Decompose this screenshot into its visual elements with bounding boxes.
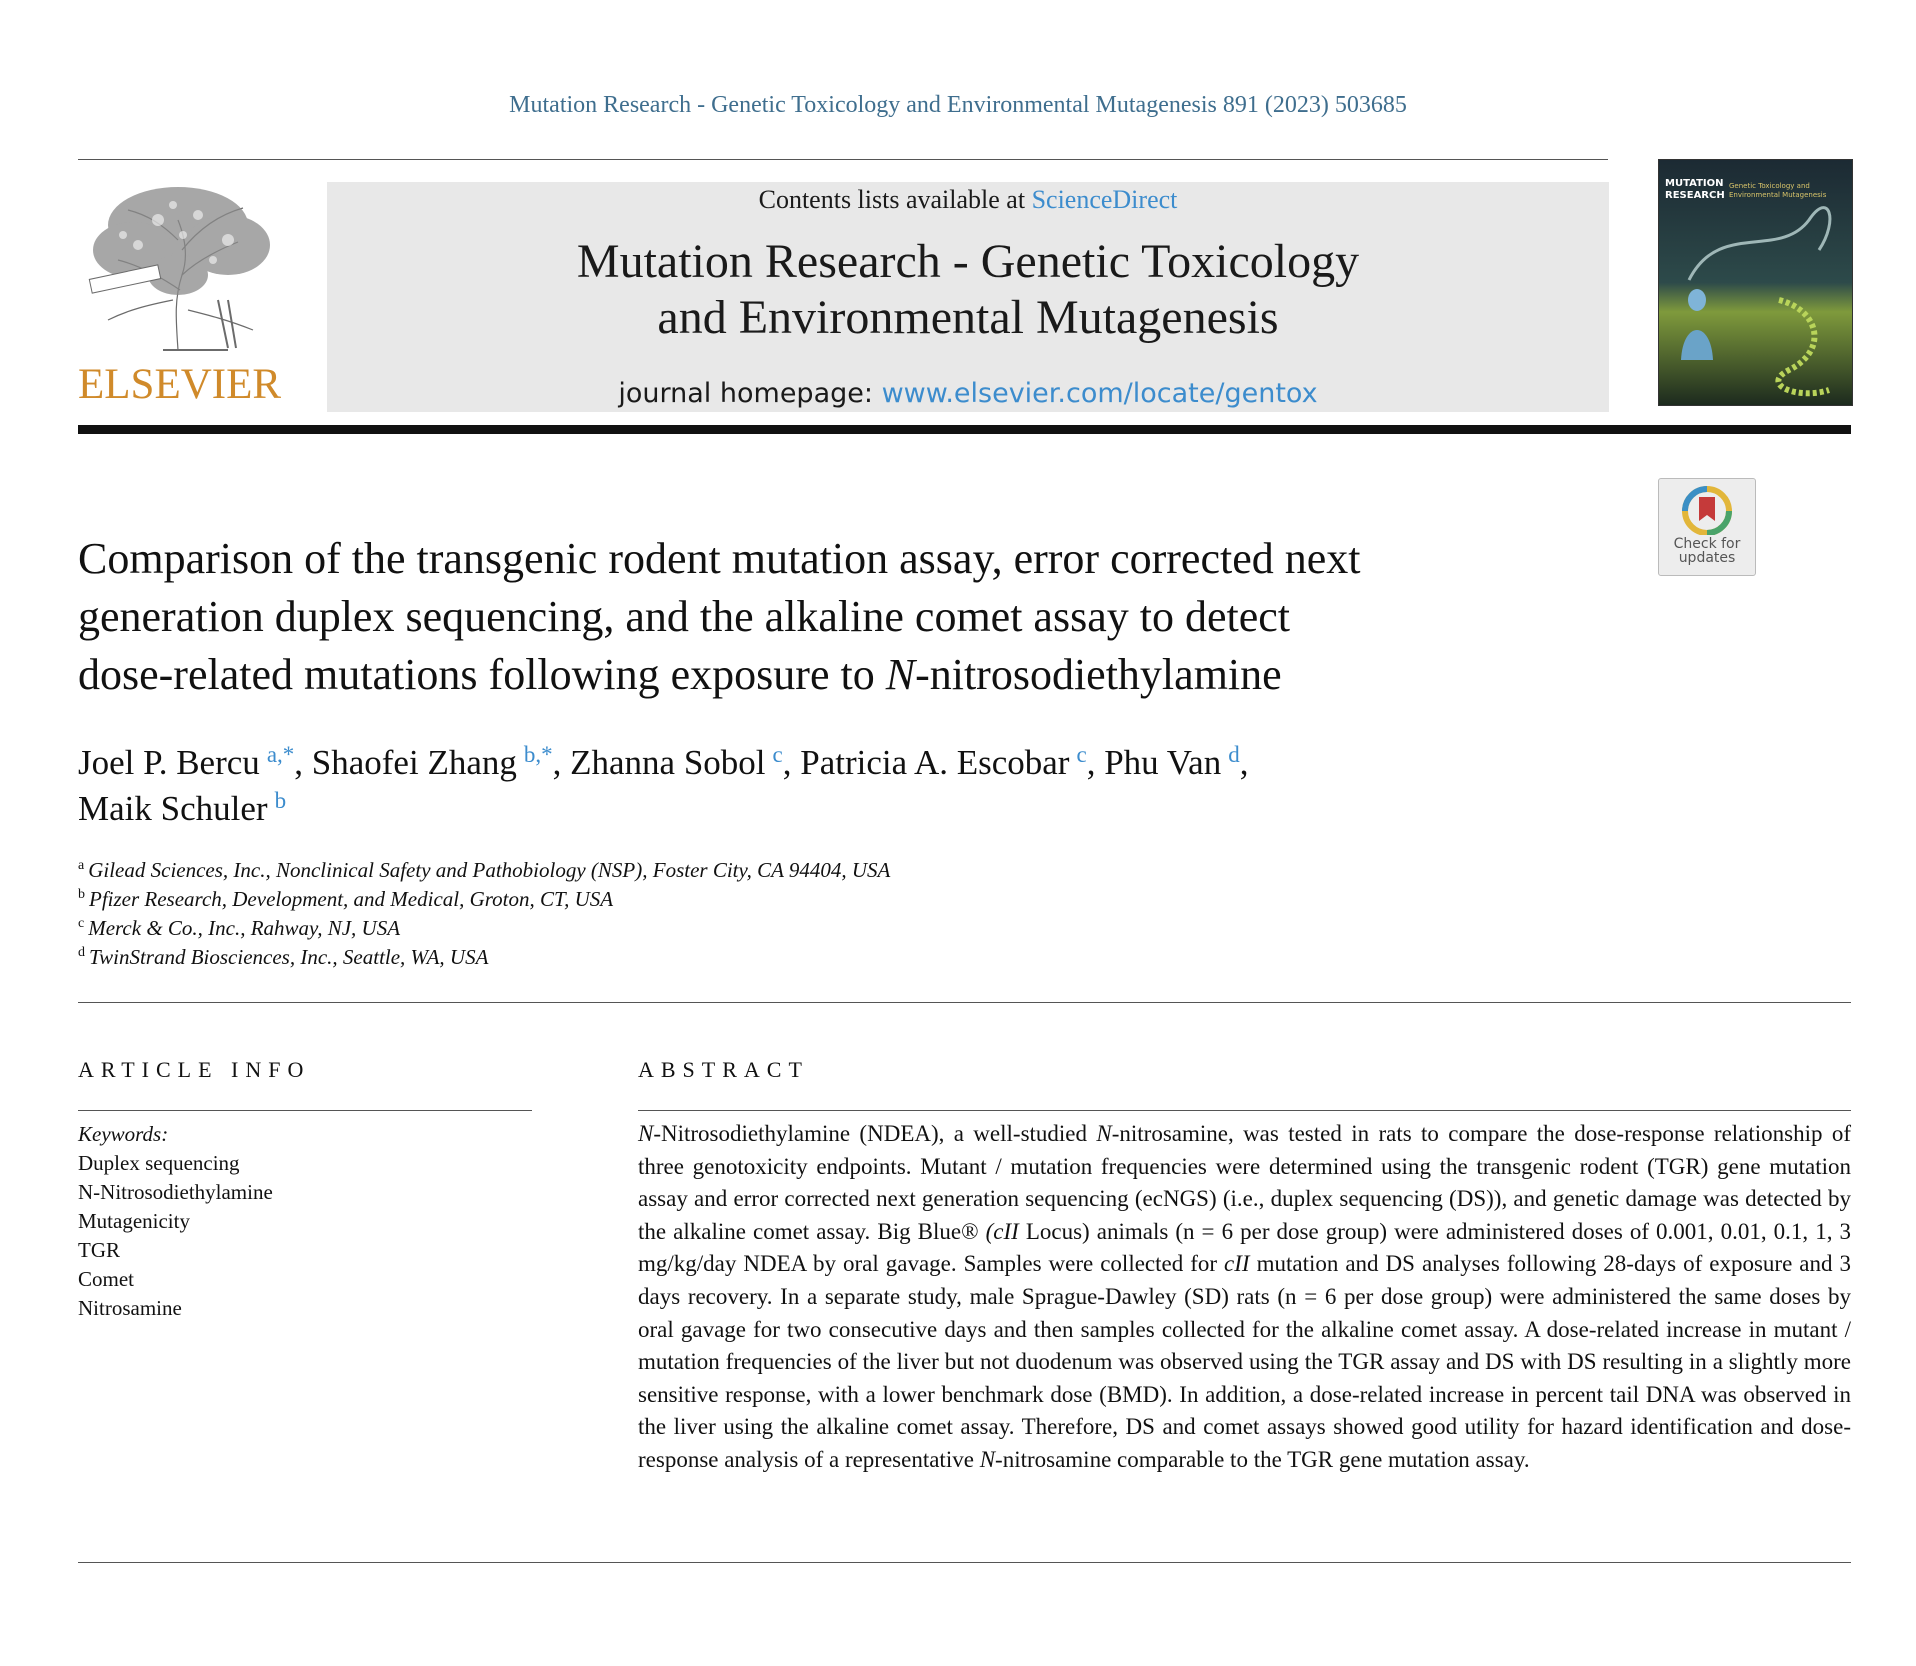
journal-name-line1: Mutation Research - Genetic Toxicology xyxy=(576,235,1360,288)
author-line2 xyxy=(78,786,1638,832)
header-rule xyxy=(78,159,1608,160)
journal-name xyxy=(327,234,1609,346)
cover-title: MUTATION RESEARCH xyxy=(1665,178,1725,201)
check-for-updates-button[interactable] xyxy=(1658,478,1756,576)
journal-homepage xyxy=(327,378,1609,409)
author-name[interactable]: Patricia A. Escobar xyxy=(800,743,1070,782)
author-affil-link[interactable]: c xyxy=(1076,742,1087,767)
keywords-block xyxy=(78,1120,518,1323)
elsevier-wordmark: ELSEVIER xyxy=(78,361,282,408)
abstract-rule xyxy=(638,1110,1851,1111)
sciencedirect-link[interactable]: ScienceDirect xyxy=(1031,185,1178,214)
author-affil-link[interactable]: c xyxy=(772,742,783,767)
affiliation-item: $^b$ Pfizer Research, Development, and Medical, Groton, CT, USA xyxy=(78,887,614,911)
homepage-link[interactable]: www.elsevier.com/locate/gentox xyxy=(881,378,1318,409)
author-name[interactable]: Joel P. Bercu xyxy=(78,743,260,782)
keyword-item: N-Nitrosodiethylamine xyxy=(78,1180,273,1204)
author-list xyxy=(78,740,1638,832)
section-divider xyxy=(78,1002,1851,1003)
footer-rule xyxy=(78,1562,1851,1563)
affiliation-item: $^a$ Gilead Sciences, Inc., Nonclinical Safety and Pathobiology (NSP), Foster City, CA 94404, USA xyxy=(78,858,891,882)
keyword-item: Mutagenicity xyxy=(78,1209,190,1233)
abstract-text: N-Nitrosodiethylamine (NDEA), a well-studied N-nitrosamine, was tested in rats to compare the dose-response relationship of three genotoxicity endpoints. Mutant / mutation frequencies were determined using the transgenic rodent (TGR) gene mutation assay and error corrected next generation sequencing (ecNGS) (i.e., duplex sequencing (DS)), and genetic damage was detected by the alkaline comet assay. Big Blue® (cII Locus) animals (n = 6 per dose group) were administered doses of 0.001, 0.01, 0.1, 1, 3 mg/kg/day NDEA by oral gavage. Samples were collected for cII mutation and DS analyses following 28-days of exposure and 3 days recovery. In a separate study, male Sprague-Dawley (SD) rats (n = 6 per dose group) were administered the same doses by oral gavage for two consecutive days and then samples collected for the alkaline comet assay. A dose-related increase in mutant / mutation frequencies of the liver but not duodenum was observed using the TGR assay and DS with DS resulting in a slightly more sensitive response, with a lower benchmark dose (BMD). In addition, a dose-related increase in percent tail DNA was observed in the liver using the alkaline comet assay. Therefore, DS and comet assays showed good utility for hazard identification and dose-response analysis of a representative N-nitrosamine comparable to the TGR gene mutation assay. xyxy=(638,1121,1852,1472)
homepage-prefix: journal homepage: xyxy=(618,378,882,409)
keyword-item: Comet xyxy=(78,1267,134,1291)
title-line2: generation duplex sequencing, and the alkaline comet assay to detect xyxy=(78,592,1290,641)
contents-prefix: Contents lists available at xyxy=(758,185,1032,214)
keyword-item: Duplex sequencing xyxy=(78,1151,240,1175)
journal-cover[interactable] xyxy=(1658,159,1853,406)
running-head[interactable]: Mutation Research - Genetic Toxicology and Environmental Mutagenesis 891 (2023) 503685 xyxy=(509,92,1407,118)
keyword-item: TGR xyxy=(78,1238,120,1262)
title-line3: dose-related mutations following exposure to N-nitrosodiethylamine xyxy=(78,650,1282,699)
cover-subtitle: Genetic Toxicology and Environmental Mutagenesis xyxy=(1729,182,1827,199)
author-name[interactable]: Zhanna Sobol xyxy=(570,743,766,782)
author-name[interactable]: Shaofei Zhang xyxy=(311,743,517,782)
check-label-line2: updates xyxy=(1678,550,1736,566)
affiliation-item: $^c$ Merck & Co., Inc., Rahway, NJ, USA xyxy=(78,916,401,940)
author-affil-link[interactable]: b,* xyxy=(523,742,553,767)
journal-name-line2: and Environmental Mutagenesis xyxy=(657,291,1279,344)
contents-line xyxy=(327,184,1609,216)
title-line1: Comparison of the transgenic rodent mutation assay, error corrected next xyxy=(78,534,1361,583)
abstract-heading: ABSTRACT xyxy=(638,1057,809,1082)
author-line1: Joel P. Bercu $^{a,*}$, Shaofei Zhang $^{b,*}$, Zhanna Sobol $^c$, Patricia A. Escobar $^c$, Phu Van $^d$, xyxy=(78,742,1249,782)
keyword-item: Nitrosamine xyxy=(78,1296,182,1320)
journal-banner xyxy=(327,182,1609,412)
bookmark-icon xyxy=(1679,485,1735,535)
article-info-heading: ARTICLE INFO xyxy=(78,1057,311,1082)
author-affil-link[interactable]: d xyxy=(1228,742,1240,767)
article-info-rule xyxy=(78,1110,532,1111)
article-title xyxy=(78,530,1638,704)
check-label-line1: Check for xyxy=(1673,536,1741,552)
affiliations xyxy=(78,856,1278,972)
author-name[interactable]: Phu Van xyxy=(1104,743,1222,782)
elsevier-logo[interactable] xyxy=(78,180,280,410)
header-thick-rule xyxy=(78,425,1851,434)
keywords-label: Keywords: xyxy=(78,1122,169,1146)
author-affil-link[interactable]: a,* xyxy=(266,742,295,767)
author-affil-link[interactable]: b xyxy=(274,788,287,813)
affiliation-item: $^d$ TwinStrand Biosciences, Inc., Seattle, WA, USA xyxy=(78,945,489,969)
author-name[interactable]: Maik Schuler xyxy=(78,789,268,828)
tree-logo-icon xyxy=(78,180,280,352)
